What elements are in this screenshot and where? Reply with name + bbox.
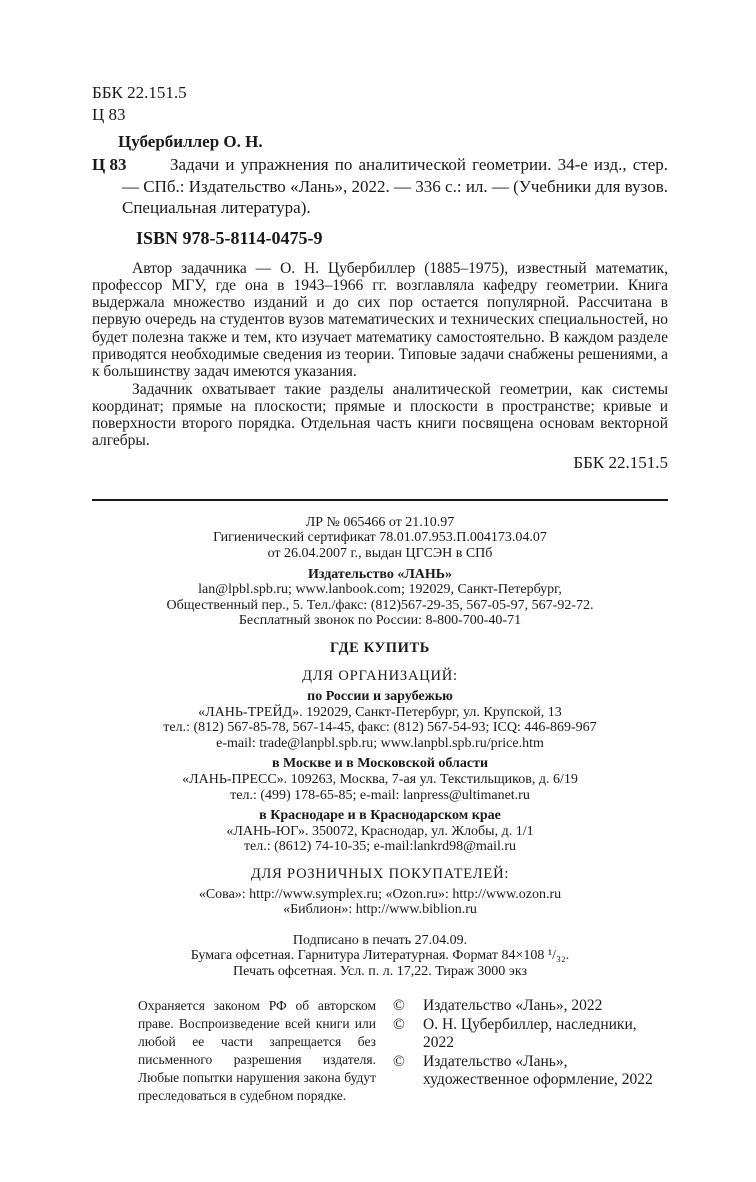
for-organizations-title: ДЛЯ ОРГАНИЗАЦИЙ:: [302, 667, 458, 684]
buy-section-line: тел.: (8612) 74-10-35; e-mail:lankrd98@mail.ru: [243, 839, 517, 855]
annotation-paragraph-1: Автор задачника — О. Н. Цубербиллер (1885–1975), известный математик, профессор МГУ, где она в 1943–1966 гг. возглавляла кафедру геометрии. Книга выдержала множество изданий и до сих пор остается популярной. Рассчитана в первую очередь на студентов вузов математических и технических специальностей, но будет полезна также и тем, кто изучает математику самостоятельно. В каждом разделе приводятся необходимые сведения из теории. Типовые задачи снабжены решениями, а к большинству задач имеются указания.: [92, 259, 668, 381]
publisher-address-line: Общественный пер., 5. Тел./факс: (812)567-29-35, 567-05-97, 567-92-72.: [166, 597, 594, 613]
retail-buyers-title: ДЛЯ РОЗНИЧНЫХ ПОКУПАТЕЛЕЙ:: [250, 866, 510, 883]
buy-section-line: тел.: (499) 178-65-85; e-mail: lanpress@ultimanet.ru: [230, 787, 530, 803]
copyright-symbol: ©: [393, 996, 405, 1014]
copyright-item: [393, 997, 668, 1015]
buy-section-heading: по России и зарубежью: [307, 689, 453, 705]
license-line: Гигиенический сертификат 78.01.07.953.П.004173.04.07: [213, 530, 547, 546]
bbk-bottom-label: ББК 22.151.5: [573, 452, 668, 472]
annotation-paragraph-2: Задачник охватывает такие разделы аналитической геометрии, как системы координат; прямые на плоскости; прямые и плоскости в пространстве; кривые и поверхности второго порядка. Отдельная часть книги посвящена основам векторной алгебры.: [92, 380, 668, 450]
legal-notice: Охраняется законом РФ об авторском праве. Воспроизведение всей книги или любой ее части запрещается без письменного разрешения издателя. Любые попытки нарушения закона будут преследоваться в судебном порядке.: [138, 997, 376, 1103]
retail-block: [92, 887, 668, 918]
print-info-line: Бумага офсетная. Гарнитура Литературная. Формат 84×108 ¹/₃₂.: [190, 948, 570, 964]
buy-section-krasnodar: [92, 808, 668, 855]
print-info-line: Подписано в печать 27.04.09.: [292, 932, 468, 948]
isbn-line: ISBN 978-5-8114-0475-9: [136, 227, 323, 248]
copyright-text: О. Н. Цубербиллер, наследники, 2022: [423, 1016, 637, 1051]
copyright-text: Издательство «Лань», 2022: [423, 996, 603, 1014]
catalog-code-label: Ц 83: [92, 105, 126, 124]
buy-section-heading: в Краснодаре и в Краснодарском крае: [259, 808, 501, 824]
buy-section-line: «ЛАНЬ-ПРЕСС». 109263, Москва, 7-ая ул. Текстильщиков, д. 6/19: [182, 772, 578, 788]
author-name: Цубербиллер О. Н.: [118, 132, 263, 151]
retail-line: «Библион»: http://www.biblion.ru: [283, 902, 477, 918]
footer: [92, 997, 668, 1105]
imprint-block: [92, 515, 668, 980]
print-info-block: [92, 933, 668, 980]
license-line: ЛР № 065466 от 21.10.97: [305, 514, 455, 530]
buy-section-line: e-mail: trade@lanpbl.spb.ru; www.lanpbl.spb.ru/price.htm: [216, 735, 544, 751]
bbk-top-label: ББК 22.151.5: [92, 83, 187, 102]
catalog-entry-text: Задачи и упражнения по аналитической геометрии. 34-е изд., стер. — СПб.: Издательство «Лань», 2022. — 336 с.: ил. — (Учебники для вузов. Специальная литература).: [122, 155, 668, 217]
buy-section-line: тел.: (812) 567-85-78, 567-14-45, факс: (812) 567-54-93; ICQ: 446-869-967: [163, 720, 597, 736]
buy-section-line: «ЛАНЬ-ЮГ». 350072, Краснодар, ул. Жлобы, д. 1/1: [226, 823, 534, 839]
catalog-entry: [92, 154, 668, 219]
copyright-item: [393, 1053, 668, 1088]
publisher-name: Издательство «ЛАНЬ»: [307, 566, 453, 582]
publisher-address-line: Бесплатный звонок по России: 8-800-700-40-71: [238, 613, 522, 629]
divider-rule: [92, 499, 668, 501]
buy-section-line: «ЛАНЬ-ТРЕЙД». 192029, Санкт-Петербург, ул. Крупской, 13: [198, 704, 562, 720]
buy-section-russia: [92, 689, 668, 751]
copyright-item: [393, 1016, 668, 1051]
copyright-text: Издательство «Лань», художественное оформление, 2022: [423, 1053, 653, 1088]
license-block: [92, 515, 668, 562]
catalog-entry-code: Ц 83: [92, 155, 127, 174]
copyright-symbol: ©: [393, 1053, 405, 1071]
publisher-address-line: lan@lpbl.spb.ru; www.lanbook.com; 192029, Санкт-Петербург,: [198, 582, 562, 598]
license-line: от 26.04.2007 г., выдан ЦГСЭН в СПб: [267, 545, 493, 561]
retail-line: «Сова»: http://www.symplex.ru; «Ozon.ru»: http://www.ozon.ru: [198, 886, 562, 902]
copyright-symbol: ©: [393, 1016, 405, 1034]
where-to-buy-title: ГДЕ КУПИТЬ: [330, 639, 430, 656]
buy-section-heading: в Москве и в Московской области: [271, 756, 489, 772]
copyright-list: [393, 997, 668, 1105]
print-info-line: Печать офсетная. Усл. п. л. 17,22. Тираж 3000 экз: [233, 964, 527, 980]
buy-section-moscow: [92, 756, 668, 803]
